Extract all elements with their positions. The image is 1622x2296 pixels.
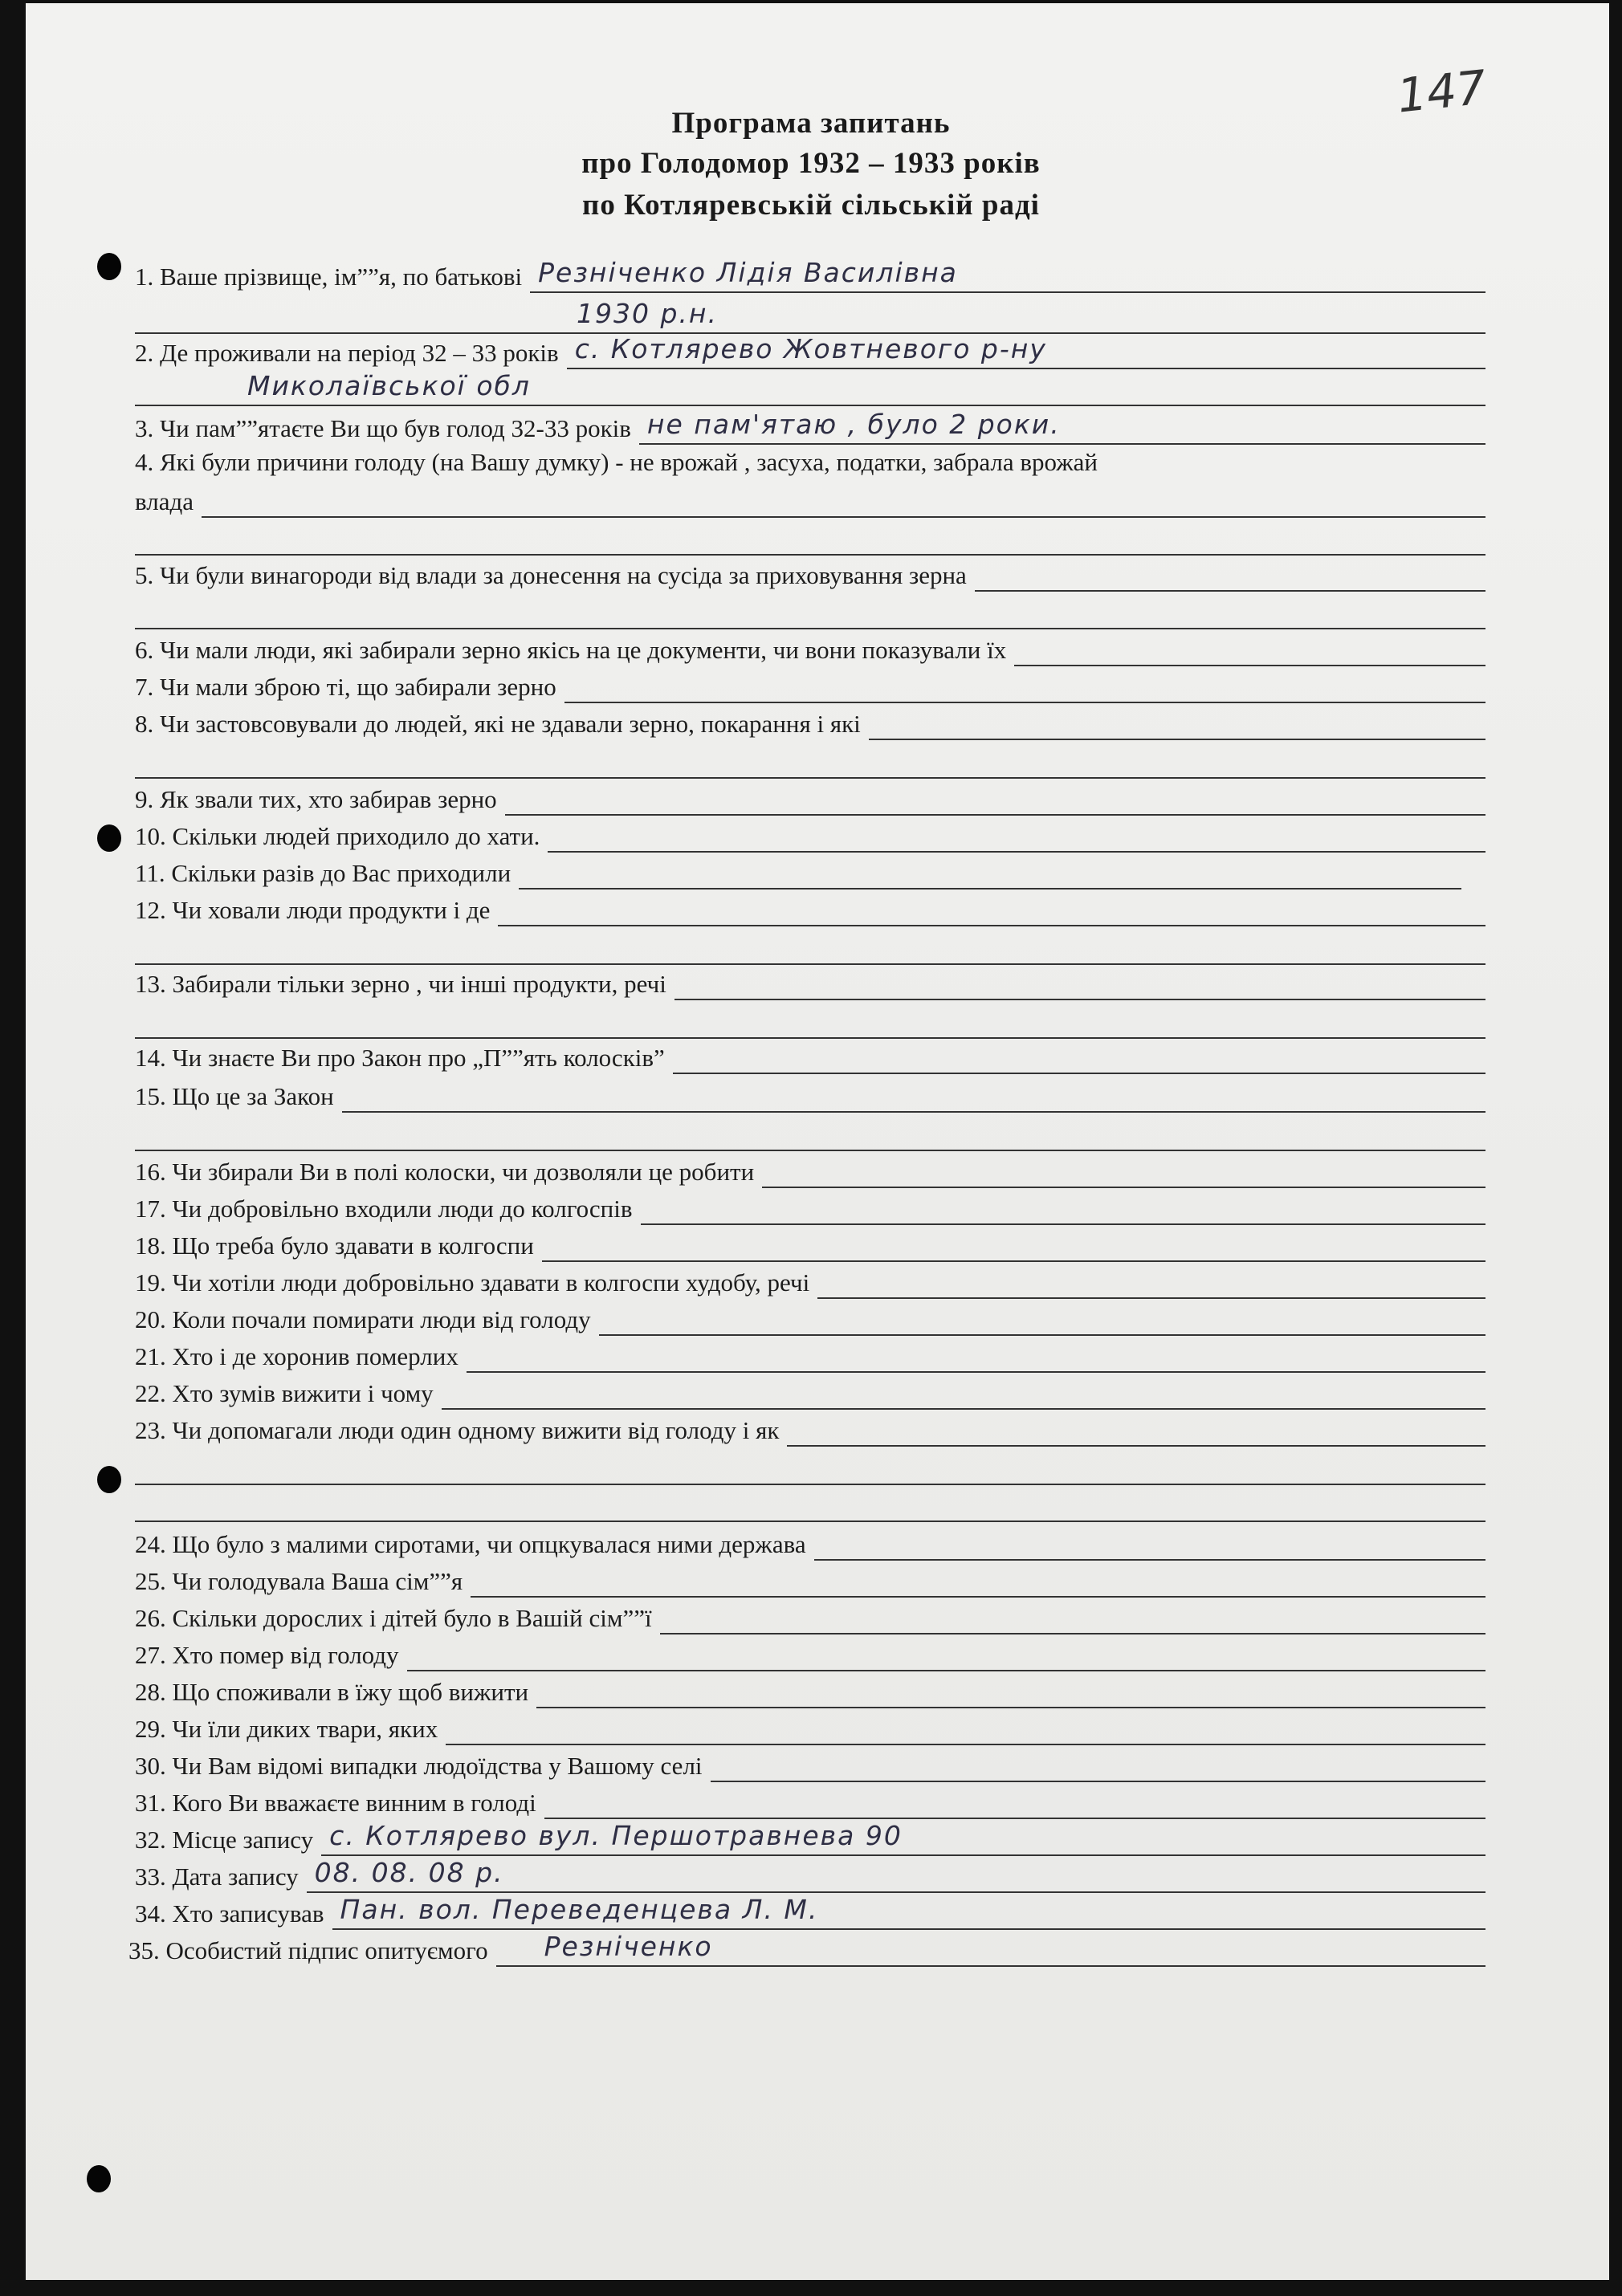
question-31 [135,1787,1485,1819]
question-label: 10. Скільки людей приходило до хати. [135,822,540,850]
question-label: 7. Чи мали зброю ті, що забирали зерно [135,673,556,701]
question-12 [135,894,1485,926]
answer-line[interactable] [135,748,1485,779]
question-label: 26. Скільки дорослих і дітей було в Вашій сім””ї [135,1604,652,1632]
punch-hole [87,2165,111,2192]
question-20 [135,1304,1485,1336]
question-label: 33. Дата запису [135,1862,299,1891]
answer-field[interactable] [674,971,1485,1000]
answer-field[interactable] [544,1790,1485,1819]
punch-hole [97,1466,121,1493]
answer-field[interactable] [442,1381,1485,1410]
question-label: 28. Що споживали в їжу щоб вижити [135,1678,529,1706]
answer-field[interactable] [202,489,1485,518]
question-8 [135,708,1485,740]
question-27 [135,1639,1485,1671]
answer-field[interactable] [536,1679,1485,1708]
answer-field[interactable] [530,257,1485,293]
question-11 [135,857,1461,889]
question-29 [135,1713,1485,1745]
handwritten-answer: 1930 р.н. [577,298,718,329]
answer-line[interactable] [135,934,1485,965]
form-title-line-1: Програма запитань [671,107,951,140]
answer-field[interactable] [975,563,1485,592]
answer-line[interactable] [135,1008,1485,1039]
question-10 [135,820,1485,853]
question-label: 19. Чи хотіли люди добровільно здавати в колгоспи худобу, речі [135,1268,810,1297]
answer-field[interactable] [641,1196,1485,1225]
answer-field[interactable] [660,1606,1485,1634]
question-label: 4. Які були причини голоду (на Вашу думку) - не врожай , засуха, податки, забрала врожай [135,448,1098,476]
question-label: 25. Чи голодувала Ваша сім””я [135,1567,463,1595]
answer-field[interactable] [542,1233,1485,1262]
question-label: влада [135,487,194,515]
answer-line[interactable] [135,1121,1485,1151]
question-16 [135,1156,1485,1188]
question-30 [135,1750,1485,1782]
question-21 [135,1341,1485,1373]
question-14 [135,1042,1485,1074]
answer-field[interactable] [564,674,1485,703]
question-label: 27. Хто помер від голоду [135,1641,399,1669]
answer-field[interactable] [567,333,1485,369]
question-24 [135,1529,1485,1561]
handwritten-answer: Резніченко Лідія Василівна [538,257,958,288]
answer-line[interactable] [135,370,1485,406]
question-label: 23. Чи допомагали люди один одному вижити від голоду і як [135,1416,780,1444]
handwritten-signature: Резніченко [544,1931,713,1962]
question-13 [135,968,1485,1000]
question-label: 17. Чи добровільно входили люди до колгоспів [135,1195,633,1223]
answer-line[interactable] [135,298,1485,334]
answer-field[interactable] [307,1857,1485,1893]
answer-field[interactable] [711,1753,1485,1782]
question-label: 30. Чи Вам відомі випадки людоїдства у Вашому селі [135,1752,703,1780]
answer-field[interactable] [817,1270,1485,1299]
answer-field[interactable] [787,1418,1485,1447]
question-6 [135,634,1485,666]
question-label: 35. Особистий підпис опитуємого [128,1936,488,1964]
answer-line[interactable] [135,599,1485,629]
question-17 [135,1193,1485,1225]
question-25 [135,1565,1485,1598]
question-26 [135,1602,1485,1634]
question-35 [128,1931,1485,1967]
question-label: 31. Кого Ви вважаєте винним в голоді [135,1789,536,1817]
question-5 [135,560,1485,592]
question-33 [135,1857,1485,1893]
question-label: 2. Де проживали на період 32 – 33 років [135,339,559,367]
answer-field[interactable] [498,898,1485,926]
answer-field[interactable] [519,861,1461,889]
answer-field[interactable] [342,1084,1485,1113]
answer-field[interactable] [321,1820,1485,1856]
answer-field[interactable] [762,1159,1485,1188]
answer-line[interactable] [135,1455,1485,1485]
question-3 [135,409,1485,445]
answer-field[interactable] [599,1307,1485,1336]
question-label: 34. Хто записував [135,1899,324,1928]
question-18 [135,1230,1485,1262]
answer-line[interactable] [135,525,1485,556]
question-label: 16. Чи збирали Ви в полі колоски, чи дозволяли це робити [135,1158,755,1186]
handwritten-answer: Пан. вол. Переведенцева Л. М. [340,1894,819,1925]
question-label: 21. Хто і де хоронив померлих [135,1342,458,1370]
question-28 [135,1676,1485,1708]
question-label: 22. Хто зумів вижити і чому [135,1379,434,1407]
question-34 [135,1894,1485,1930]
signature-field[interactable] [496,1931,1485,1967]
question-label: 6. Чи мали люди, які забирали зерно якісь на це документи, чи вони показували їх [135,636,1007,664]
answer-field[interactable] [505,787,1485,816]
answer-field[interactable] [1014,637,1485,666]
answer-field[interactable] [673,1045,1485,1074]
question-label: 14. Чи знаєте Ви про Закон про „П””ять колосків” [135,1044,665,1072]
handwritten-answer: Миколаївської обл [247,370,531,401]
question-7 [135,671,1485,703]
question-label: 29. Чи їли диких твари, яких [135,1715,438,1743]
question-9 [135,784,1485,816]
question-label: 1. Ваше прізвище, ім””я, по батькові [135,263,523,291]
question-label: 3. Чи пам””ятаєте Ви що був голод 32-33 років [135,414,631,442]
question-22 [135,1378,1485,1410]
question-label: 11. Скільки разів до Вас приходили [135,859,511,887]
question-label: 12. Чи ховали люди продукти і де [135,896,491,924]
question-label: 13. Забирали тільки зерно , чи інші продукти, речі [135,970,666,998]
question-label: 15. Що це за Закон [135,1082,334,1110]
question-32 [135,1820,1485,1856]
answer-field[interactable] [639,409,1485,445]
answer-field[interactable] [814,1532,1485,1561]
question-label: 5. Чи були винагороди від влади за донесення на сусіда за приховування зерна [135,561,967,589]
question-label: 20. Коли почали помирати люди від голоду [135,1305,591,1333]
question-label: 8. Чи застовсовували до людей, які не здавали зерно, покарання і які [135,710,861,738]
question-4-cont [135,486,1485,518]
handwritten-answer: с. Котлярево Жовтневого р-ну [574,333,1047,364]
question-1 [135,257,1485,293]
handwritten-answer: 08. 08. 08 р. [314,1857,504,1888]
question-4 [135,446,1485,478]
punch-hole [97,824,121,852]
question-23 [135,1415,1485,1447]
question-label: 24. Що було з малими сиротами, чи опцкувалася ними держава [135,1530,806,1558]
question-2 [135,333,1485,369]
answer-field[interactable] [332,1894,1485,1930]
question-label: 32. Місце запису [135,1826,314,1854]
answer-field[interactable] [467,1344,1485,1373]
punch-hole [97,253,121,280]
answer-field[interactable] [869,711,1485,740]
answer-line[interactable] [135,1492,1485,1522]
answer-field[interactable] [548,824,1485,853]
form-title-line-2: про Голодомор 1932 – 1933 років [581,147,1041,180]
handwritten-answer: с. Котлярево вул. Першотравнева 90 [329,1820,903,1851]
question-19 [135,1267,1485,1299]
page-number: 147 [1394,59,1489,124]
answer-field[interactable] [407,1643,1485,1671]
question-label: 18. Що треба було здавати в колгоспи [135,1231,534,1260]
answer-field[interactable] [446,1716,1485,1745]
question-label: 9. Як звали тих, хто забирав зерно [135,785,497,813]
handwritten-answer: не пам'ятаю , було 2 роки. [646,409,1061,440]
question-15 [135,1081,1485,1113]
form-title-line-3: по Котляревській сільській раді [582,189,1040,222]
answer-field[interactable] [471,1569,1485,1598]
